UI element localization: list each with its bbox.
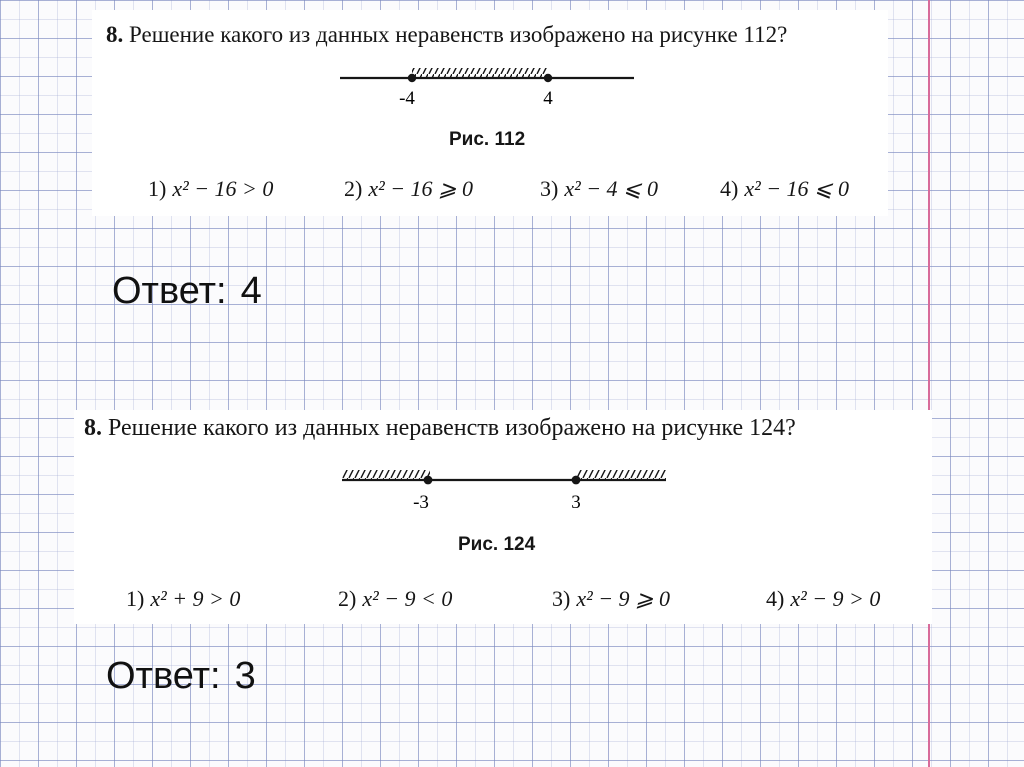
- hatched-interval: [412, 68, 548, 77]
- option-2: 2) x² − 9 < 0: [338, 586, 453, 611]
- point-label-left: -3: [413, 492, 429, 513]
- answer-value: 3: [234, 655, 256, 697]
- question-body: Решение какого из данных неравенств изображено на рисунке 112?: [129, 22, 788, 47]
- answer-label: Ответ:: [106, 655, 221, 697]
- problem-card-1: [92, 10, 888, 216]
- point-marker-right: [544, 74, 552, 82]
- answer-value: 4: [240, 270, 262, 312]
- figure-caption: Рис. 124: [458, 534, 536, 555]
- point-marker-right: [572, 476, 581, 485]
- number-line-figure-112: [332, 64, 642, 124]
- answer-1: [112, 270, 262, 313]
- option-2: 2) x² − 16 ⩾ 0: [344, 176, 473, 201]
- figure-caption: Рис. 112: [449, 129, 526, 150]
- problem-card-2: [74, 410, 932, 624]
- question-body: Решение какого из данных неравенств изображено на рисунке 124?: [108, 415, 796, 441]
- hatched-ray-left: [342, 470, 430, 479]
- point-label-left: -4: [399, 88, 415, 109]
- option-3: 3) x² − 9 ⩾ 0: [552, 586, 670, 611]
- point-label-right: 3: [571, 492, 581, 513]
- number-line-figure-124: [336, 458, 676, 518]
- option-4: 4) x² − 16 ⩽ 0: [720, 176, 849, 201]
- point-marker-left: [424, 476, 433, 485]
- option-1: 1) x² + 9 > 0: [126, 586, 241, 611]
- answer-label: Ответ:: [112, 270, 227, 312]
- hatched-ray-right: [576, 470, 666, 479]
- option-4: 4) x² − 9 > 0: [766, 586, 881, 611]
- option-3: 3) x² − 4 ⩽ 0: [540, 176, 658, 201]
- question-text-1: [106, 22, 787, 48]
- question-number: 8.: [84, 415, 102, 441]
- question-text-2: [84, 415, 796, 442]
- point-marker-left: [408, 74, 416, 82]
- notebook-margin-line: [928, 0, 930, 767]
- option-1: 1) x² − 16 > 0: [148, 176, 274, 201]
- answer-2: [106, 655, 256, 698]
- point-label-right: 4: [543, 88, 553, 109]
- question-number: 8.: [106, 22, 124, 47]
